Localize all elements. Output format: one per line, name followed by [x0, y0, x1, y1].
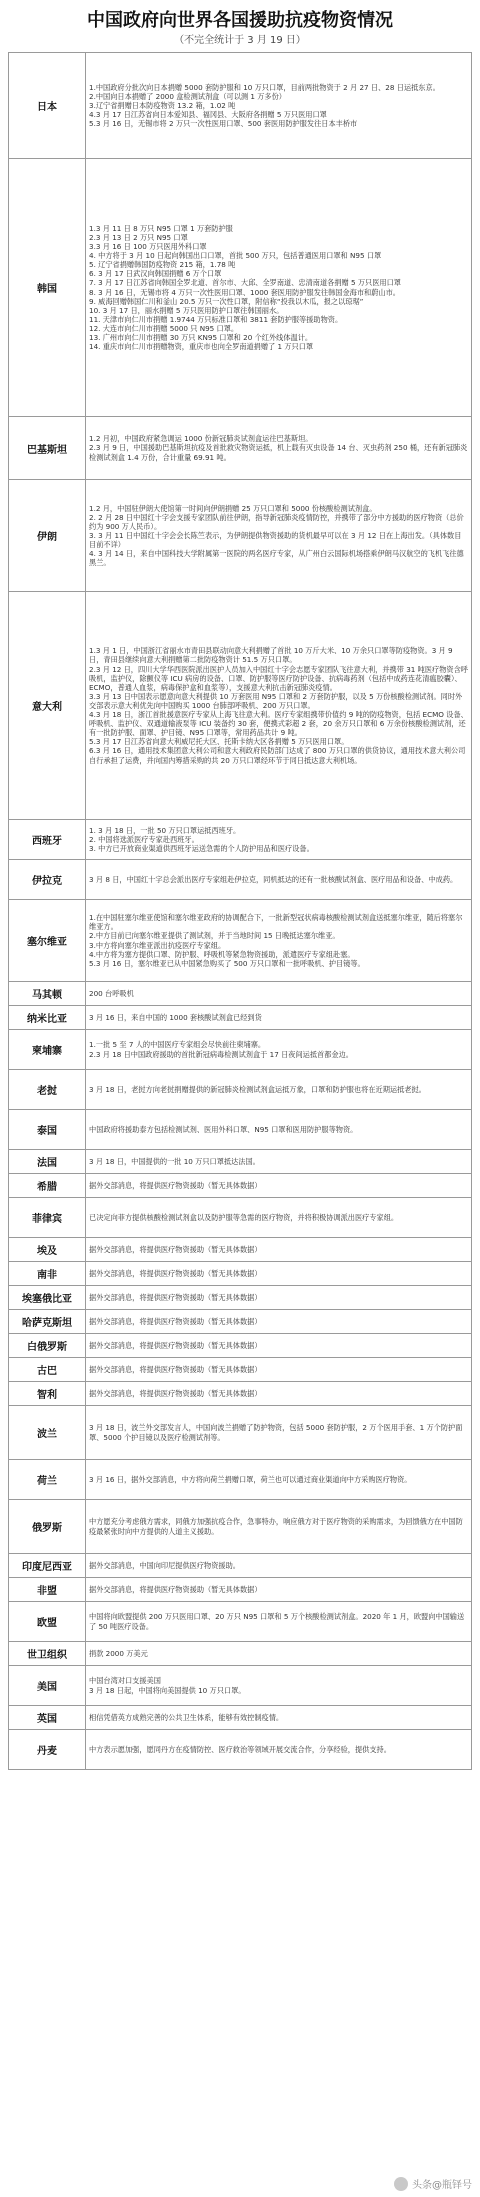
aid-details-cell [86, 417, 472, 480]
aid-item-text: 1.中国政府分批次向日本捐赠 5000 套防护服和 10 万只口罩，目前两批物资于 2 月 27 日、28 日运抵东京。 [89, 82, 440, 92]
aid-item-text: 6.3 月 16 日，通用技术集团意大利公司和意大利政府民防部门达成了 800 万只口罩的供货协议，通用技术意大利公司自行承担了运费，并向国内筹措采购的共 20 万只口罩经环节于同日抵达意大利机场。 [89, 746, 466, 765]
country-cell: 巴基斯坦 [9, 417, 86, 480]
table-row [9, 1334, 472, 1358]
aid-details-cell [86, 1666, 472, 1706]
aid-item-text: 7. 3 月 17 日江苏省向韩国全罗北道、首尔市、大邱、全罗南道、忠清南道各捐赠 5 万只医用口罩 [89, 278, 401, 288]
document-title: 中国政府向世界各国援助抗疫物资情况 [87, 10, 393, 31]
aid-item-text: 2.3 月 12 日，四川大学华西医院派出医护人员加入中国红十字会志愿专家团队飞往意大利，并携带 31 吨医疗物资含呼吸机，监护仪，除颤仪等 ICU 病房的设备、口罩、防护服等医疗防护设备、抗病毒药剂（包括中成药连花清瘟胶囊）、ECMO，普通人血浆，病毒保护盒和血浆等），支援意大利抗击新冠肺炎疫情。 [89, 664, 468, 692]
aid-details-cell [86, 1706, 472, 1730]
aid-details-cell [86, 1030, 472, 1070]
aid-details-cell [86, 1286, 472, 1310]
table-row [9, 1460, 472, 1500]
country-cell: 丹麦 [9, 1730, 86, 1770]
aid-item-text: 中方愿充分考虑俄方需求，同俄方加强抗疫合作，急事特办，响应俄方对于医疗物资的采购需求，为回馈俄方在中国防疫最紧张时向中方提供的人道主义援助。 [89, 1517, 463, 1536]
aid-details-cell [86, 1500, 472, 1554]
aid-item-text: 3 月 16 日，来自中国的 1000 套核酸试剂盒已经到货 [89, 1012, 262, 1022]
aid-item-text: 3 月 18 日，老挝方向老挝捐赠提供的新冠肺炎检测试剂盒运抵万象，口罩和防护服也将在近期运抵老挝。 [89, 1084, 426, 1094]
aid-details-cell [86, 1460, 472, 1500]
table-row [9, 1642, 472, 1666]
aid-item-text: 已决定向菲方提供核酸检测试剂盒以及防护服等急需的医疗物资，并将积极协调派出医疗专家组。 [89, 1212, 399, 1222]
table-row [9, 1006, 472, 1030]
aid-item-text: 中国台湾对口支援美国 [89, 1676, 161, 1686]
country-cell: 伊拉克 [9, 860, 86, 900]
country-cell: 荷兰 [9, 1460, 86, 1500]
country-cell: 哈萨克斯坦 [9, 1310, 86, 1334]
table-row [9, 1262, 472, 1286]
aid-item-text: 据外交部消息，中国向印尼提供医疗物资援助。 [89, 1560, 240, 1570]
aid-item-text: 据外交部消息，将提供医疗物资援助（暂无具体数据） [89, 1364, 262, 1374]
aid-item-text: 3. 3 月 11 日中国红十字会会长陈竺表示，为伊朗提供物资援助的货机最早可以在 3 月 12 日在上海出发。（具体数目目前不详） [89, 530, 462, 550]
aid-item-text: 1. 3 月 18 日，一批 50 万只口罩运抵西班牙。 [89, 825, 241, 835]
table-row [9, 1666, 472, 1706]
table-row [9, 1150, 472, 1174]
watermark-logo-icon [394, 2177, 408, 2191]
aid-item-text: 1.在中国驻塞尔维亚使馆和塞尔维亚政府的协调配合下，一批新型冠状病毒核酸检测试剂盒送抵塞尔维亚，随后将塞尔维亚方。 [89, 913, 463, 932]
table-row [9, 1110, 472, 1150]
aid-item-text: 3 月 18 日，中国提供的一批 10 万只口罩抵达法国。 [89, 1156, 260, 1166]
aid-item-text: 3. 中方已开放商业渠道供西班牙运送急需的个人防护用品和医疗设备。 [89, 844, 314, 854]
aid-item-text: 据外交部消息，将提供医疗物资援助（暂无具体数据） [89, 1244, 262, 1254]
aid-item-text: 中国政府将援助泰方包括检测试剂、医用外科口罩、N95 口罩和医用防护服等物资。 [89, 1124, 358, 1134]
table-row [9, 982, 472, 1006]
country-cell: 欧盟 [9, 1602, 86, 1642]
aid-details-cell [86, 1642, 472, 1666]
watermark [394, 2176, 472, 2191]
country-cell: 纳米比亚 [9, 1006, 86, 1030]
aid-item-text: 13. 广州市向仁川市捐赠 30 万只 KN95 口罩和 20 个红外线体温计。 [89, 332, 313, 342]
country-cell: 马其顿 [9, 982, 86, 1006]
country-cell: 日本 [9, 53, 86, 159]
country-cell: 西班牙 [9, 820, 86, 860]
aid-item-text: 中方表示愿加强，愿同丹方在疫情防控、医疗救治等领域开展交流合作，分享经验，提供支持。 [89, 1744, 391, 1754]
table-row [9, 860, 472, 900]
aid-details-cell [86, 1174, 472, 1198]
aid-item-text: 8. 3 月 16 日，无锡市将 4 万只一次性医用口罩、1000 套医用防护服发往韩国金海市和蔚山市。 [89, 287, 400, 297]
aid-item-text: 2.中方目前已向塞尔维亚提供了测试剂，并于当地时间 15 日晚抵达塞尔维亚。 [89, 931, 340, 941]
aid-details-cell [86, 1262, 472, 1286]
table-row [9, 1238, 472, 1262]
aid-item-text: 1.2 月，中国驻伊朗大使馆第一时间向伊朗捐赠 25 万只口罩和 5000 份核酸检测试剂盒。 [89, 503, 377, 513]
aid-item-text: 10. 3 月 17 日，丽水捐赠 5 万只医用防护口罩往韩国丽水。 [89, 305, 284, 315]
aid-details-cell [86, 53, 472, 159]
aid-item-text: 捐款 2000 万美元 [89, 1648, 148, 1658]
aid-item-text: 据外交部消息，将提供医疗物资援助（暂无具体数据） [89, 1584, 262, 1594]
aid-item-text: 中国将向欧盟提供 200 万只医用口罩、20 万只 N95 口罩和 5 万个核酸检测试剂盒。2020 年 1 月，欧盟向中国输送了 50 吨医疗设备。 [89, 1612, 465, 1631]
country-cell: 伊朗 [9, 480, 86, 592]
country-cell: 韩国 [9, 159, 86, 417]
country-cell: 希腊 [9, 1174, 86, 1198]
table-row [9, 1730, 472, 1770]
aid-item-text: 据外交部消息，将提供医疗物资援助（暂无具体数据） [89, 1292, 262, 1302]
aid-details-cell [86, 1406, 472, 1460]
table-row [9, 480, 472, 592]
aid-details-cell [86, 1602, 472, 1642]
aid-item-text: 4.3 月 18 日，浙江首批援意医疗专家从上海飞往意大利。医疗专家组携带价值约 9 吨的防疫物资，包括 ECMO 设备、呼吸机、监护仪、双通道输液泵等 ICU 装备约 30 套，便携式彩超 2 套，20 余万只口罩和 6 万余份核酸检测试剂，还有一批防护服、面罩、护目镜、N95 口罩等，常用药品共计 9 吨。 [89, 710, 468, 738]
table-row [9, 1500, 472, 1554]
table-row [9, 900, 472, 982]
aid-item-text: 4.中方将为塞方提供口罩、防护服、呼吸机等紧急物资援助，派遣医疗专家组赴塞。 [89, 949, 355, 959]
country-cell: 塞尔维亚 [9, 900, 86, 982]
aid-details-cell [86, 1006, 472, 1030]
aid-item-text: 3 月 18 日，波兰外交部发言人，中国向波兰捐赠了防护物资，包括 5000 套防护服，2 万个医用手套、1 万个防护面罩、5000 个护目镜以及医疗检测试剂等。 [89, 1423, 463, 1442]
aid-item-text: 3.3 月 16 日 100 万只医用外科口罩 [89, 242, 207, 252]
aid-table [8, 52, 472, 1770]
country-cell: 意大利 [9, 592, 86, 820]
aid-item-text: 4. 3 月 14 日，来自中国科技大学附属第一医院的两名医疗专家，从广州白云国际机场搭乘伊朗马汉航空的飞机飞往德黑兰。 [89, 549, 464, 568]
aid-item-text: 4. 中方将于 3 月 10 日起向韩国出口口罩，首批 500 万只，包括普通医用口罩和 N95 口罩 [89, 251, 382, 261]
table-row [9, 159, 472, 417]
table-row [9, 1554, 472, 1578]
aid-details-cell [86, 1382, 472, 1406]
country-cell: 美国 [9, 1666, 86, 1706]
table-row [9, 1310, 472, 1334]
country-cell: 世卫组织 [9, 1642, 86, 1666]
table-row [9, 1198, 472, 1238]
country-cell: 印度尼西亚 [9, 1554, 86, 1578]
aid-item-text: 3.3 月 13 日中国表示愿意向意大利提供 10 万套医用 N95 口罩和 2 万套防护服，以及 5 万份核酸检测试剂。同时外交部表示意大利优先向中国购买 1000 台肺部呼吸机、200 万只口罩。 [89, 691, 463, 710]
aid-details-cell [86, 592, 472, 820]
aid-details-cell [86, 860, 472, 900]
aid-details-cell [86, 1238, 472, 1262]
aid-details-cell [86, 1554, 472, 1578]
aid-item-text: 9. 威海回赠韩国仁川和釜山 20.5 万只一次性口罩，附信称“投我以木瓜，报之以琼琚” [89, 296, 364, 306]
aid-details-cell [86, 1578, 472, 1602]
document-subtitle: （不完全统计于 3 月 19 日） [174, 35, 306, 46]
aid-item-text: 2. 2 月 28 日中国红十字会支援专家团队前往伊朗，指导新冠肺炎疫情防控，并携带了部分中方援助的医疗物资（总价约为 900 万人民币）。 [89, 512, 464, 531]
table-row [9, 592, 472, 820]
aid-item-text: 据外交部消息，将提供医疗物资援助（暂无具体数据） [89, 1180, 262, 1190]
aid-item-text: 1.3 月 1 日，中国浙江省丽水市青田县联动向意大利捐赠了首批 10 万斤大米、10 万余只口罩等防疫物资。3 月 9 日，青田县继续向意大利捐赠第二批防疫物资计 51.5 万只口罩。 [89, 646, 453, 665]
table-row [9, 1174, 472, 1198]
aid-details-cell [86, 1358, 472, 1382]
aid-details-cell [86, 820, 472, 860]
country-cell: 非盟 [9, 1578, 86, 1602]
table-row [9, 1706, 472, 1730]
aid-item-text: 6. 3 月 17 日武汉向韩国捐赠 6 万个口罩 [89, 269, 222, 279]
aid-details-cell [86, 1070, 472, 1110]
aid-item-text: 5.3 月 16 日，无锡市将 2 万只一次性医用口罩、500 套医用防护服发往日本丰桥市 [89, 119, 358, 129]
country-cell: 菲律宾 [9, 1198, 86, 1238]
watermark-text: 头条@瓶铎号 [412, 2180, 472, 2191]
aid-item-text: 3.辽宁省捐赠日本防疫物资 13.2 箱，1.02 吨 [89, 100, 236, 110]
country-cell: 法国 [9, 1150, 86, 1174]
country-cell: 老挝 [9, 1070, 86, 1110]
country-cell: 波兰 [9, 1406, 86, 1460]
table-row [9, 1070, 472, 1110]
table-row [9, 417, 472, 480]
country-cell: 南非 [9, 1262, 86, 1286]
aid-item-text: 2.3 月 9 日，中国援助巴基斯坦抗疫及首批救灾物资运抵，机上载有灭虫设备 14 台、灭虫药剂 250 桶，还有新冠肺炎检测试剂盒 1.4 万份，合计重量 69.91 吨。 [89, 443, 468, 462]
aid-item-text: 据外交部消息，将提供医疗物资援助（暂无具体数据） [89, 1268, 262, 1278]
table-row [9, 1578, 472, 1602]
aid-item-text: 相信凭借英方成熟完善的公共卫生体系，能够有效控制疫情。 [89, 1712, 284, 1722]
country-cell: 白俄罗斯 [9, 1334, 86, 1358]
country-cell: 泰国 [9, 1110, 86, 1150]
aid-details-cell [86, 900, 472, 982]
aid-details-cell [86, 159, 472, 417]
aid-details-cell [86, 982, 472, 1006]
aid-item-text: 1.一批 5 至 7 人的中国医疗专家组会尽快前往柬埔寨。 [89, 1040, 266, 1050]
table-row [9, 1286, 472, 1310]
aid-item-text: 4.3 月 17 日江苏省向日本爱知县、福冈县、大阪府各捐赠 5 万只医用口罩 [89, 110, 327, 120]
table-row [9, 820, 472, 860]
aid-item-text: 1.2 月初，中国政府紧急调运 1000 份新冠肺炎试剂盒运往巴基斯坦。 [89, 434, 313, 444]
aid-item-text: 11. 天津市向仁川市捐赠 1.9744 万只标准口罩和 3811 套防护服等援助物资。 [89, 314, 343, 324]
aid-item-text: 3 月 16 日，据外交部消息，中方将向荷兰捐赠口罩，荷兰也可以通过商业渠道向中方采购医疗物资。 [89, 1474, 412, 1484]
country-cell: 古巴 [9, 1358, 86, 1382]
aid-item-text: 据外交部消息，将提供医疗物资援助（暂无具体数据） [89, 1388, 262, 1398]
table-row [9, 1382, 472, 1406]
table-row [9, 1406, 472, 1460]
aid-item-text: 3.中方将向塞尔维亚派出抗疫医疗专家组。 [89, 940, 226, 950]
aid-details-cell [86, 1150, 472, 1174]
table-row [9, 1030, 472, 1070]
country-cell: 英国 [9, 1706, 86, 1730]
country-cell: 智利 [9, 1382, 86, 1406]
aid-details-cell [86, 1110, 472, 1150]
aid-details-cell [86, 1310, 472, 1334]
aid-details-cell [86, 480, 472, 592]
aid-item-text: 200 台呼吸机 [89, 988, 134, 998]
aid-details-cell [86, 1198, 472, 1238]
table-row [9, 53, 472, 159]
aid-item-text: 2. 中国将选派医疗专家赴西班牙。 [89, 834, 199, 844]
aid-item-text: 2.中国向日本捐赠了 2000 盒检测试剂盒（可以测 1 万多份） [89, 91, 286, 101]
aid-item-text: 1.3 月 11 日 8 万只 N95 口罩 1 万套防护服 [89, 223, 233, 233]
country-cell: 柬埔寨 [9, 1030, 86, 1070]
aid-item-text: 据外交部消息，将提供医疗物资援助（暂无具体数据） [89, 1340, 262, 1350]
aid-details-cell [86, 1730, 472, 1770]
aid-item-text: 据外交部消息，将提供医疗物资援助（暂无具体数据） [89, 1316, 262, 1326]
aid-item-text: 5.3 月 17 日江苏省向意大利威尼托大区、托斯卡纳大区各捐赠 5 万只医用口罩。 [89, 737, 349, 747]
table-row [9, 1358, 472, 1382]
country-cell: 埃塞俄比亚 [9, 1286, 86, 1310]
aid-item-text: 5.3 月 16 日，塞尔维亚已从中国紧急购买了 500 万只口罩和一批呼吸机、护目镜等。 [89, 958, 365, 968]
aid-item-text: 5. 辽宁省捐赠韩国防疫物资 215 箱，1.78 吨 [89, 260, 236, 270]
country-cell: 俄罗斯 [9, 1500, 86, 1554]
aid-details-cell [86, 1334, 472, 1358]
aid-item-text: 14. 重庆市向仁川市捐赠物资，重庆市也向全罗南道捐赠了 1 万只口罩 [89, 342, 314, 352]
aid-item-text: 12. 大连市向仁川市捐赠 5000 只 N95 口罩。 [89, 323, 239, 333]
aid-item-text: 3 月 8 日，中国红十字总会派出医疗专家组赴伊拉克，同机抵达的还有一批核酸试剂盒、医疗用品和设备、中成药。 [89, 874, 458, 884]
aid-table-body [9, 53, 472, 1770]
country-cell: 埃及 [9, 1238, 86, 1262]
table-row [9, 1602, 472, 1642]
aid-item-text: 3 月 18 日起，中国将向美国提供 10 万只口罩。 [89, 1685, 246, 1695]
aid-item-text: 2.3 月 13 日 2 万只 N95 口罩 [89, 232, 188, 242]
aid-item-text: 2.3 月 18 日中国政府援助的首批新冠病毒检测试剂盒于 17 日夜间运抵首都金边。 [89, 1049, 353, 1059]
